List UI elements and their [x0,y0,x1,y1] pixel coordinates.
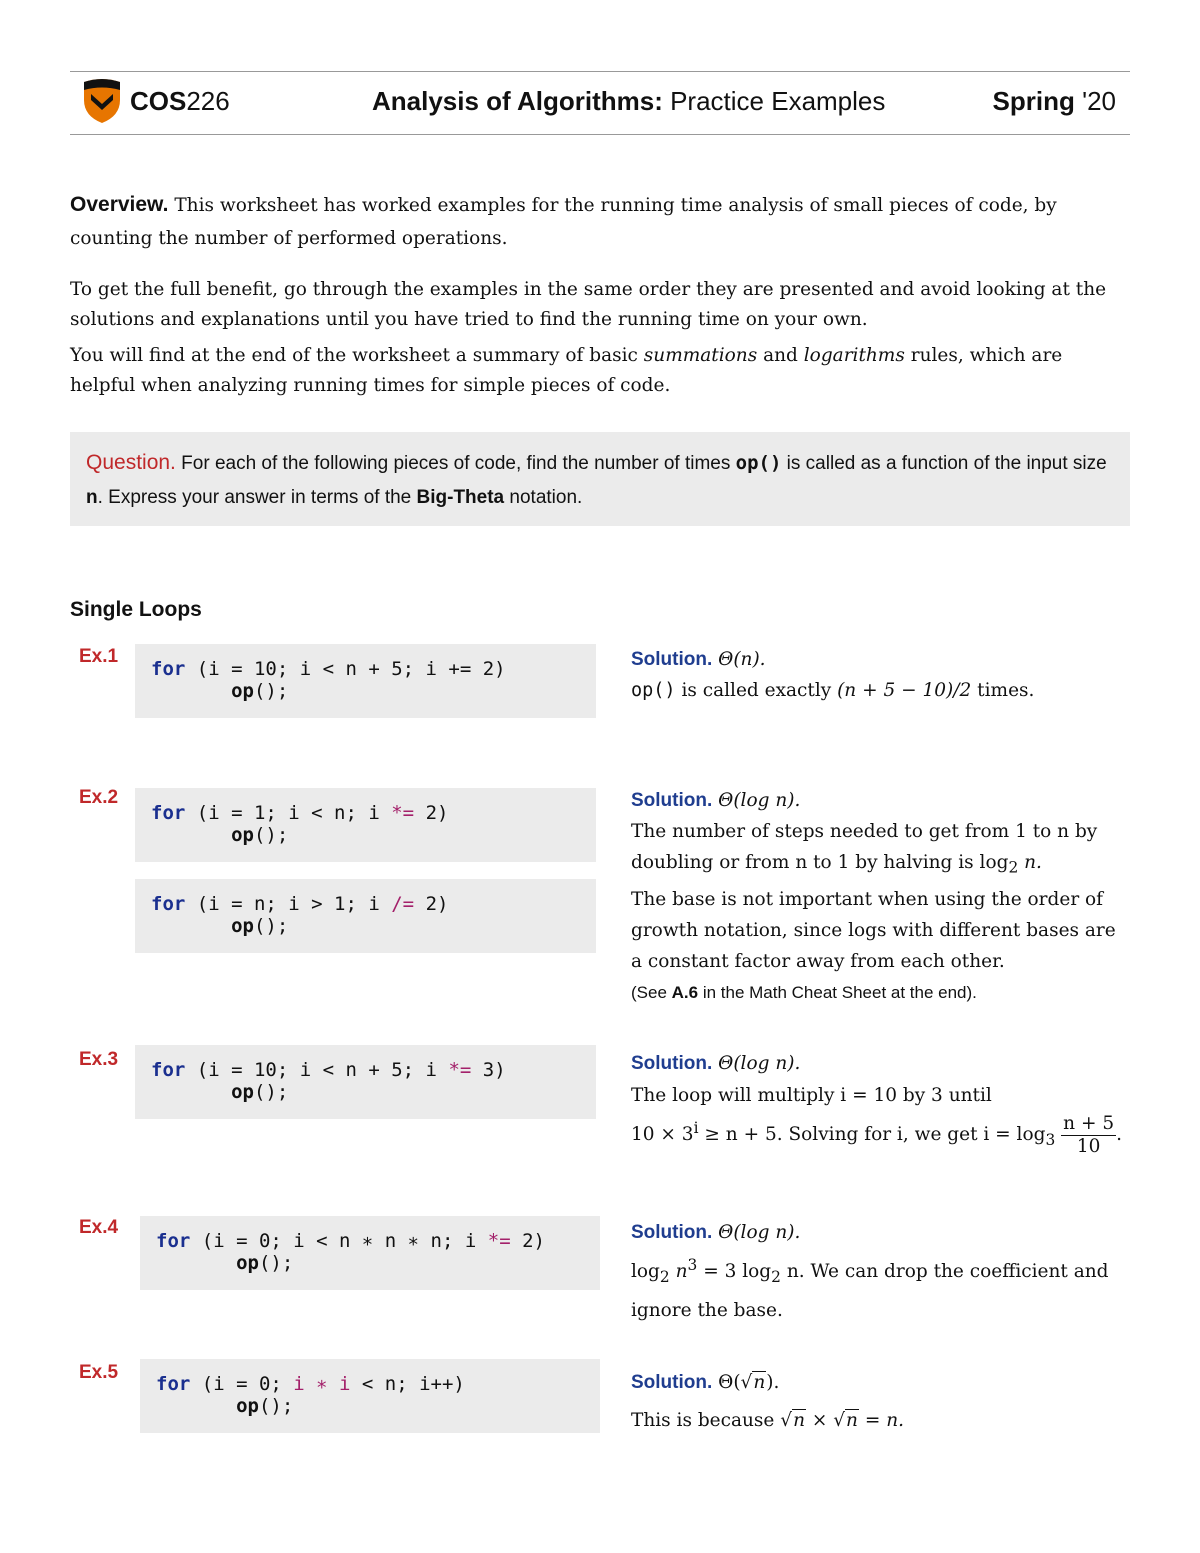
code-block-ex5: for (i = 0; i ∗ i < n; i++) op(); [140,1359,600,1433]
code-block-ex1: for (i = 10; i < n + 5; i += 2) op(); [135,644,596,718]
instructions-paragraph: To get the full benefit, go through the examples in the same order they are presented and avoid looking at the solutions and explanations until you have tried to find the running time on your own. [70,279,1107,330]
sqrt-symbol: √n [780,1410,805,1431]
course-code: COS226 [130,86,230,116]
code-block-ex3: for (i = 10; i < n + 5; i *= 3) op(); [135,1045,596,1119]
section-title: Single Loops [70,598,202,621]
example-label: Ex.5 [79,1362,119,1383]
question-label: Question. [86,451,176,474]
fraction: $\frac{n + 5}{10}$ [1063,1112,1115,1157]
question-text: Question. For each of the following pieces of code, find the number of times op() is called as a function of the input size n. Express your answer in terms of the Big-Theta notation. [86,451,1107,508]
page-title: Analysis of Algorithms: Practice Examples [372,86,886,116]
solution-ex1: Solution. Θ(n). op() is called exactly (n + 5 − 10)/2 times. [631,649,1035,701]
question-box [70,432,1130,526]
example-label: Ex.3 [79,1049,119,1070]
solution-ex5: Solution. Θ(√n). This is because √n × √n = n. [631,1364,1126,1440]
solution-ex3: Solution. Θ(log n). The loop will multiply i = 10 by 3 until $10 \times 3^i \ge n + 5$. Solving for i, we get $i = \log_3$ $\frac{n + 5}{10}$ . [631,1053,1123,1157]
term-label: Spring '20 [992,86,1116,116]
sqrt-symbol: √n [833,1410,858,1431]
code-block-ex4: for (i = 0; i < n ∗ n ∗ n; i *= 2) op(); [140,1216,600,1290]
example-label: Ex.4 [79,1217,119,1238]
example-label: Ex.2 [79,787,119,808]
solution-ex4: Solution. Θ(log n). $\log_2 n^3 = 3$ $\log_2 n$. We can drop the coefficient and ignore the base. [631,1222,1109,1321]
page-header [70,78,1130,130]
solution-ex2: Solution. Θ(log n). The number of steps needed to get from 1 to n by doubling or from n to 1 by halving is $\log_2 n$. The base is not important when using the order of growth notation, since logs with different bases are a constant factor away from each other. (See A.6 in the Math Cheat Sheet at the end). [631,790,1116,1002]
code-block-ex2-halving: for (i = n; i > 1; i /= 2) op(); [135,879,596,953]
princeton-shield-icon [82,78,122,124]
example-label: Ex.1 [79,646,119,667]
sqrt-symbol: √n [740,1372,766,1393]
summary-note-paragraph: You will find at the end of the worksheet a summary of basic summations and logarithms rules, which are helpful when analyzing running times for simple pieces of code. [70,345,1063,396]
code-block-ex2-doubling: for (i = 1; i < n; i *= 2) op(); [135,788,596,862]
overview-paragraph: Overview. This worksheet has worked examples for the running time analysis of small pieces of code, by counting the number of performed operations. [70,193,1057,249]
header-bottom-rule [70,134,1130,135]
header-top-rule [70,71,1130,72]
